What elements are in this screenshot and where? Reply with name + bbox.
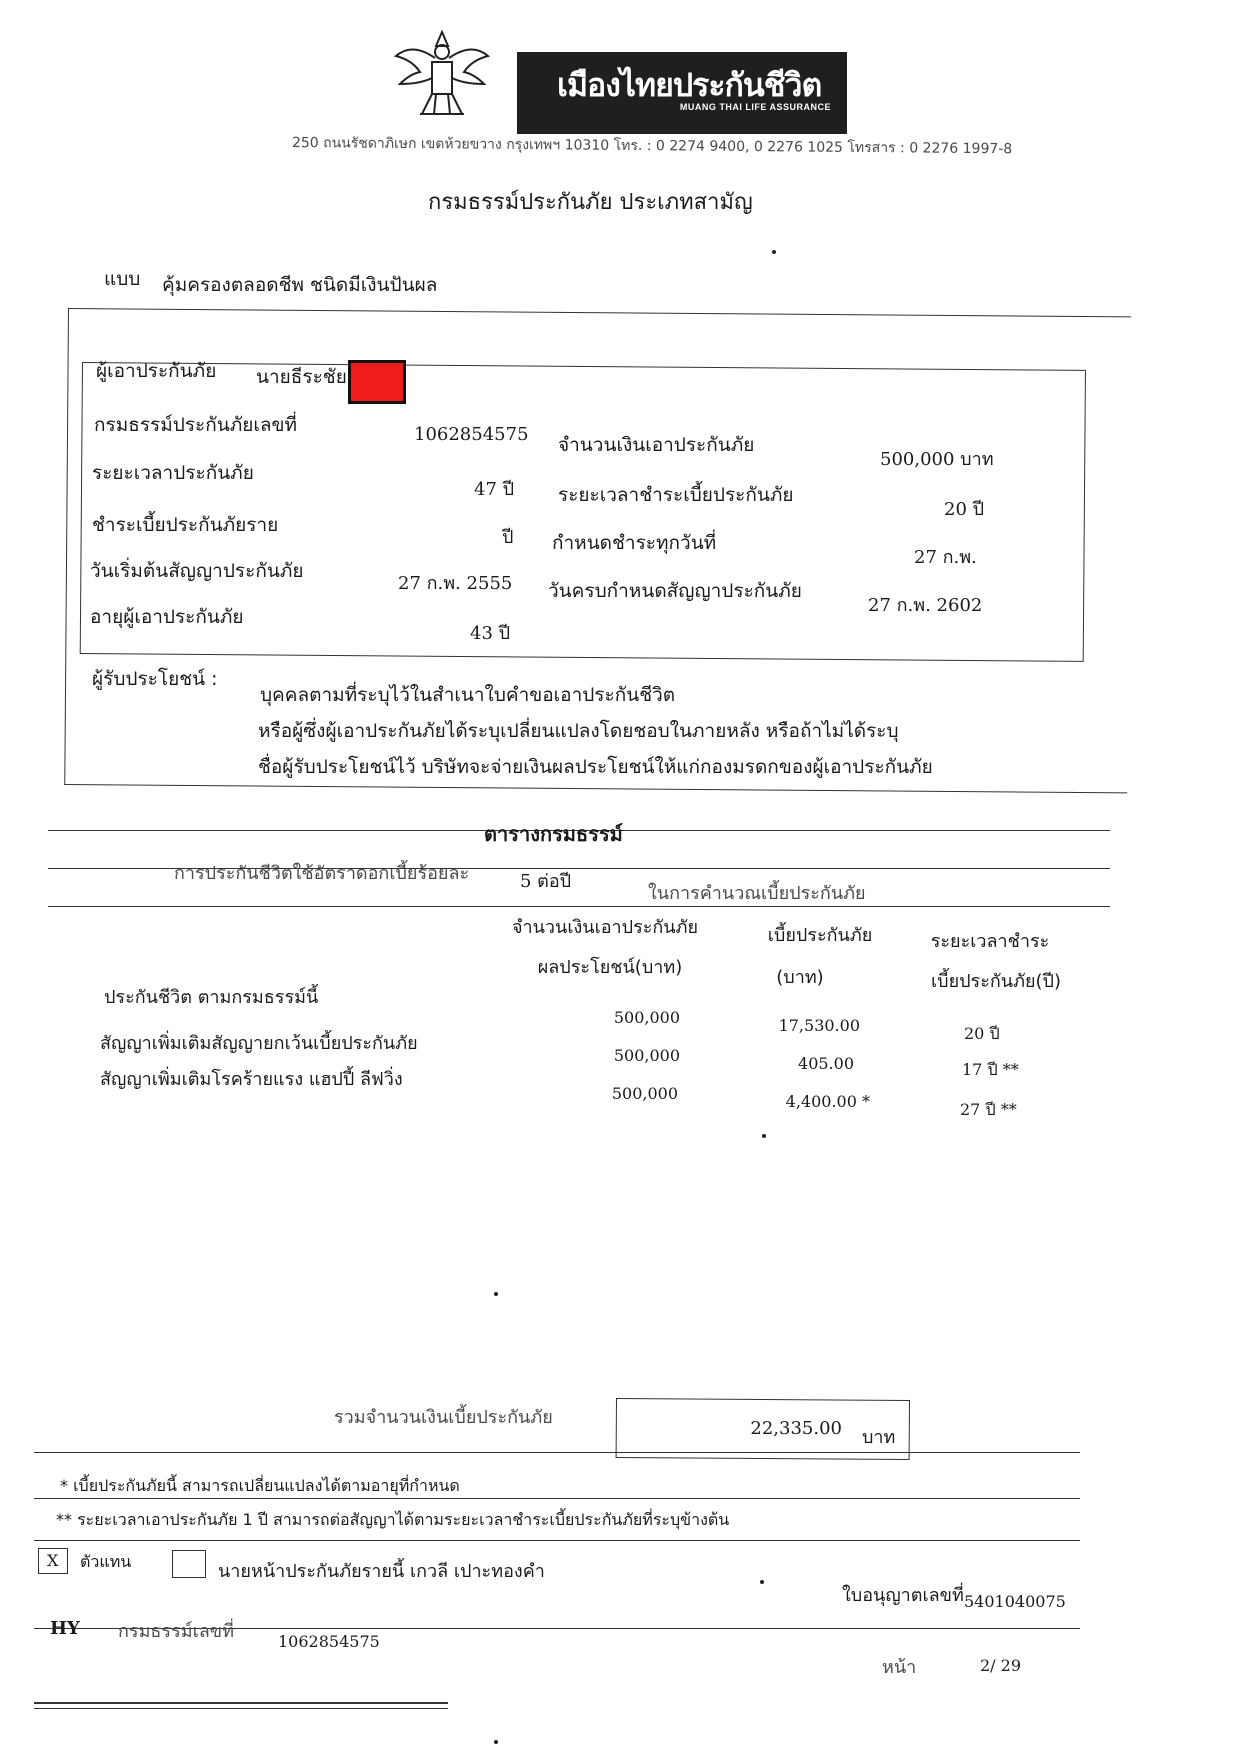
coverage-years-2: 20 ปี <box>964 1024 1000 1043</box>
beneficiary-line-3: ชื่อผู้รับประโยชน์ไว้ บริษัทจะจ่ายเงินผลประโยชน์ให้แก่กองมรดกของผู้เอาประกันภัย <box>258 756 933 778</box>
insured-name: นายธีระชัย <box>256 366 347 388</box>
sum-insured-label: จำนวนเงินเอาประกันภัย <box>558 434 755 456</box>
coverage-name-1: ประกันชีวิต ตามกรมธรรม์นี้ <box>104 987 319 1008</box>
interest-value: 5 ต่อปี <box>520 871 572 892</box>
coverage-amount-4: 500,000 <box>611 1084 678 1103</box>
note-premium-change: * เบี้ยประกันภัยนี้ สามารถเปลี่ยนแปลงได้ตามอายุที่กำหนด <box>60 1476 460 1495</box>
col-amount-header-1: จำนวนเงินเอาประกันภัย <box>511 917 699 938</box>
policy-no-value: 1062854575 <box>414 424 529 445</box>
interest-prefix: การประกันชีวิตใช้อัตราดอกเบี้ยร้อยละ <box>174 863 470 884</box>
total-value: 22,335.00 <box>750 1418 842 1439</box>
coverage-amount-2: 500,000 <box>613 1008 680 1027</box>
sum-insured-value: 500,000 บาท <box>880 449 994 470</box>
agent-checkbox[interactable] <box>38 1548 68 1574</box>
footer-rule-thin <box>34 1708 448 1709</box>
coverage-premium-3: 405.00 <box>798 1054 854 1073</box>
total-label: รวมจำนวนเงินเบี้ยประกันภัย <box>334 1407 553 1428</box>
coverage-years-3: 17 ปี ** <box>962 1060 1019 1079</box>
start-label: วันเริ่มต้นสัญญาประกันภัย <box>90 560 304 582</box>
agent-checkbox-mark: X <box>47 1551 59 1570</box>
coverage-premium-2: 17,530.00 <box>778 1016 860 1035</box>
policy-no-label: กรมธรรม์ประกันภัยเลขที่ <box>94 414 298 436</box>
speck <box>760 1580 764 1584</box>
total-unit: บาท <box>862 1427 896 1448</box>
page-label: หน้า <box>882 1657 917 1678</box>
license-label: ใบอนุญาตเลขที่ <box>842 1585 964 1606</box>
logo-thai-text: เมืองไทยประกันชีวิต <box>557 66 822 104</box>
page-number: 2/ 29 <box>980 1656 1022 1675</box>
term-label: ระยะเวลาประกันภัย <box>92 462 254 484</box>
plan-label: แบบ <box>104 268 141 290</box>
due-value: 27 ก.พ. <box>914 547 977 568</box>
plan-value: คุ้มครองตลอดชีพ ชนิดมีเงินปันผล <box>162 274 438 296</box>
document-title: กรมธรรม์ประกันภัย ประเภทสามัญ <box>428 190 753 215</box>
garuda-emblem <box>392 22 492 122</box>
beneficiary-line-1: บุคคลตามที่ระบุไว้ในสำเนาใบคำขอเอาประกันชีวิต <box>260 684 676 706</box>
beneficiary-line-2: หรือผู้ซึ่งผู้เอาประกันภัยได้ระบุเปลี่ยนแปลงโดยชอบในภายหลัง หรือถ้าไม่ได้ระบุ <box>258 720 899 742</box>
pay-mode-label: ชำระเบี้ยประกันภัยราย <box>92 514 279 536</box>
company-address: 250 ถนนรัชดาภิเษก เขตห้วยขวาง กรุงเทพฯ 10310 โทร. : 0 2274 9400, 0 2276 1025 โทรสาร : 0 2276 1997-8 <box>291 135 1013 158</box>
license-number: 5401040075 <box>964 1592 1066 1611</box>
end-label: วันครบกำหนดสัญญาประกันภัย <box>548 580 802 602</box>
speck <box>494 1740 498 1744</box>
speck <box>772 250 776 254</box>
term-value: 47 ปี <box>474 479 515 500</box>
pay-mode-value: ปี <box>502 527 514 548</box>
premium-term-label: ระยะเวลาชำระเบี้ยประกันภัย <box>558 484 794 506</box>
interest-suffix: ในการคำนวณเบี้ยประกันภัย <box>648 883 866 904</box>
insured-label: ผู้เอาประกันภัย <box>96 360 217 382</box>
notes-mid-rule <box>34 1498 1080 1499</box>
premium-term-value: 20 ปี <box>944 499 985 520</box>
col-premium-header-2: (บาท) <box>776 967 824 988</box>
schedule-header-rule <box>48 906 1110 907</box>
end-value: 27 ก.พ. 2602 <box>868 595 983 616</box>
speck <box>494 1292 498 1296</box>
redaction-block <box>348 360 406 404</box>
footer-policy-no: 1062854575 <box>278 1632 380 1651</box>
age-label: อายุผู้เอาประกันภัย <box>90 606 244 628</box>
col-premium-header-1: เบี้ยประกันภัย <box>767 925 873 946</box>
col-amount-header-2: ผลประโยชน์(บาท) <box>537 957 683 978</box>
footer-policy-label: กรมธรรม์เลขที่ <box>118 1621 234 1642</box>
coverage-premium-4: 4,400.00 * <box>785 1092 870 1111</box>
company-logo <box>517 52 847 134</box>
due-label: กำหนดชำระทุกวันที่ <box>552 532 717 554</box>
coverage-name-3: สัญญาเพิ่มเติมโรคร้ายแรง แฮปปี้ ลีฟวิ่ง <box>100 1069 403 1090</box>
beneficiary-label: ผู้รับประโยชน์ : <box>92 668 218 690</box>
coverage-years-4: 27 ปี ** <box>960 1100 1017 1119</box>
col-years-header-1: ระยะเวลาชำระ <box>930 931 1050 952</box>
notes-top-rule <box>34 1452 1080 1453</box>
age-value: 43 ปี <box>470 623 511 644</box>
notes-bottom-rule <box>34 1540 1080 1541</box>
note-renewal: ** ระยะเวลาเอาประกันภัย 1 ปี สามารถต่อสัญญาได้ตามระยะเวลาชำระเบี้ยประกันภัยที่ระบุข้างต้น <box>56 1510 730 1529</box>
col-years-header-2: เบี้ยประกันภัย(ปี) <box>931 971 1061 992</box>
coverage-amount-3: 500,000 <box>613 1046 680 1065</box>
logo-english-text: MUANG THAI LIFE ASSURANCE <box>679 102 831 112</box>
start-value: 27 ก.พ. 2555 <box>398 573 513 594</box>
footer-rule-thick <box>34 1702 448 1704</box>
broker-checkbox-label: นายหน้าประกันภัยรายนี้ เกวลี เปาะทองคำ <box>218 1561 545 1582</box>
speck <box>762 1134 766 1138</box>
broker-checkbox[interactable] <box>172 1550 206 1578</box>
agent-checkbox-label: ตัวแทน <box>80 1552 132 1571</box>
coverage-name-2: สัญญาเพิ่มเติมสัญญายกเว้นเบี้ยประกันภัย <box>100 1033 418 1054</box>
footer-code: HY <box>50 1618 80 1639</box>
schedule-title: ตารางกรมธรรม์ <box>484 822 623 846</box>
